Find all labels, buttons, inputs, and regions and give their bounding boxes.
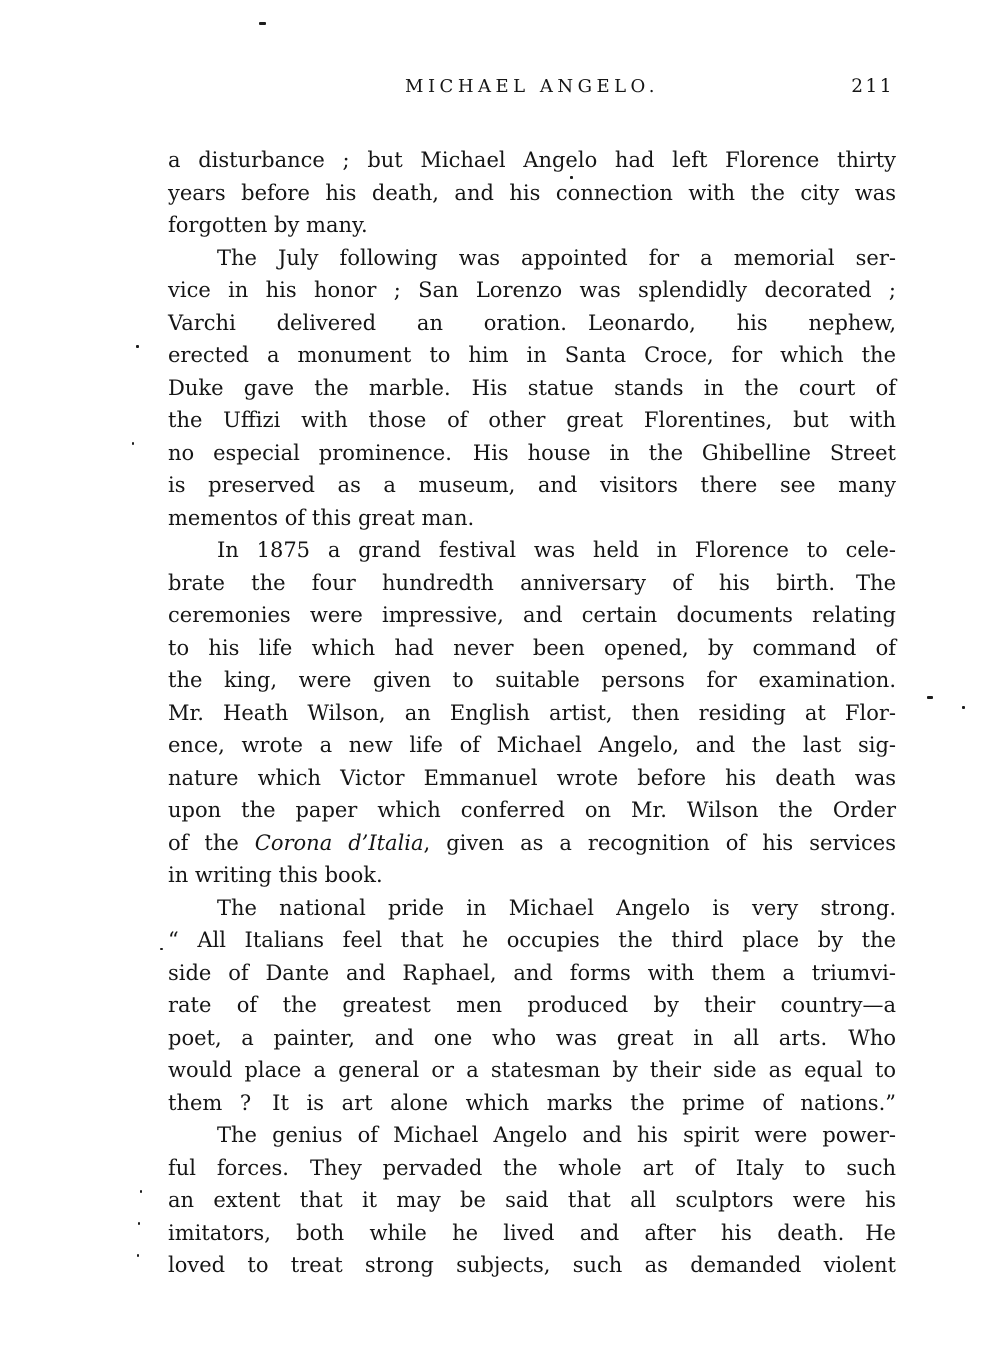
text-line: Varchi delivered an oration. Leonardo, his nephew, bbox=[168, 310, 896, 335]
scan-speck bbox=[962, 706, 965, 709]
text-line: rate of the greatest men produced by their country—a bbox=[168, 993, 896, 1017]
text-line: mementos of this great man. bbox=[168, 505, 475, 530]
paragraph bbox=[168, 144, 896, 242]
running-header-title: MICHAEL ANGELO. bbox=[405, 76, 659, 97]
scan-speck bbox=[136, 345, 139, 348]
paragraph bbox=[168, 534, 896, 892]
text-line: ceremonies were impressive, and certain documents relating bbox=[168, 603, 896, 627]
text-column bbox=[168, 76, 896, 1277]
text-line: vice in his honor ; San Lorenzo was splendidly decorated ; bbox=[168, 278, 896, 302]
scan-speck bbox=[132, 442, 134, 445]
text-line: in writing this book. bbox=[168, 863, 383, 887]
text-line: nature which Victor Emmanuel wrote before his death was bbox=[168, 765, 896, 790]
text-line: no especial prominence. His house in the Ghibelline Street bbox=[168, 440, 896, 465]
text-line: poet, a painter, and one who was great in all arts. Who bbox=[168, 1025, 896, 1050]
text-line: The national pride in Michael Angelo is very strong. bbox=[217, 895, 896, 920]
paragraph bbox=[168, 242, 896, 535]
text-line: brate the four hundredth anniversary of his birth. The bbox=[168, 570, 896, 595]
text-line: an extent that it may be said that all sculptors were his bbox=[168, 1188, 896, 1212]
paragraph bbox=[168, 1119, 896, 1282]
scan-speck bbox=[140, 1190, 142, 1193]
text-line: imitators, both while he lived and after his death. He bbox=[168, 1220, 896, 1245]
scan-speck bbox=[160, 948, 163, 950]
text-line: them ? It is art alone which marks the prime of nations.” bbox=[168, 1090, 896, 1115]
text-line: side of Dante and Raphael, and forms with them a triumvi- bbox=[168, 960, 896, 985]
text-line: The genius of Michael Angelo and his spirit were power- bbox=[217, 1123, 896, 1147]
text-line: loved to treat strong subjects, such as demanded violent bbox=[168, 1253, 896, 1277]
text-line: is preserved as a museum, and visitors there see many bbox=[168, 473, 896, 497]
scan-speck bbox=[927, 696, 933, 699]
text-line: the Uffizi with those of other great Florentines, but with bbox=[168, 408, 896, 432]
scan-speck bbox=[138, 1222, 140, 1225]
text-line: In 1875 a grand festival was held in Florence to cele- bbox=[217, 538, 896, 562]
text-line: a disturbance ; but Michael Angelo had left Florence thirty bbox=[168, 148, 896, 172]
text-line: ful forces. They pervaded the whole art of Italy to such bbox=[168, 1155, 896, 1180]
text-line: the king, were given to suitable persons for examination. bbox=[168, 668, 896, 692]
text-line: of the Corona d’Italia, given as a recognition of his services bbox=[168, 830, 896, 855]
scan-speck bbox=[570, 176, 573, 179]
text-line: upon the paper which conferred on Mr. Wilson the Order bbox=[168, 798, 896, 822]
paragraph bbox=[168, 892, 896, 1120]
text-line: forgotten by many. bbox=[168, 213, 368, 237]
text-line: would place a general or a statesman by their side as equal to bbox=[168, 1058, 896, 1082]
text-line: “ All Italians feel that he occupies the third place by the bbox=[168, 928, 896, 952]
scan-speck bbox=[137, 1254, 139, 1257]
text-line: erected a monument to him in Santa Croce, for which the bbox=[168, 343, 896, 367]
page-number: 211 bbox=[851, 76, 894, 97]
body-text bbox=[168, 144, 896, 1282]
scan-speck bbox=[259, 22, 266, 25]
text-line: Mr. Heath Wilson, an English artist, then residing at Flor- bbox=[168, 700, 896, 725]
text-line: years before his death, and his connection with the city was bbox=[168, 180, 896, 205]
text-line: Duke gave the marble. His statue stands in the court of bbox=[168, 375, 896, 400]
text-line: The July following was appointed for a memorial ser- bbox=[217, 245, 896, 270]
text-line: ence, wrote a new life of Michael Angelo, and the last sig- bbox=[168, 733, 896, 757]
running-header bbox=[168, 76, 896, 104]
text-line: to his life which had never been opened, by command of bbox=[168, 635, 896, 660]
